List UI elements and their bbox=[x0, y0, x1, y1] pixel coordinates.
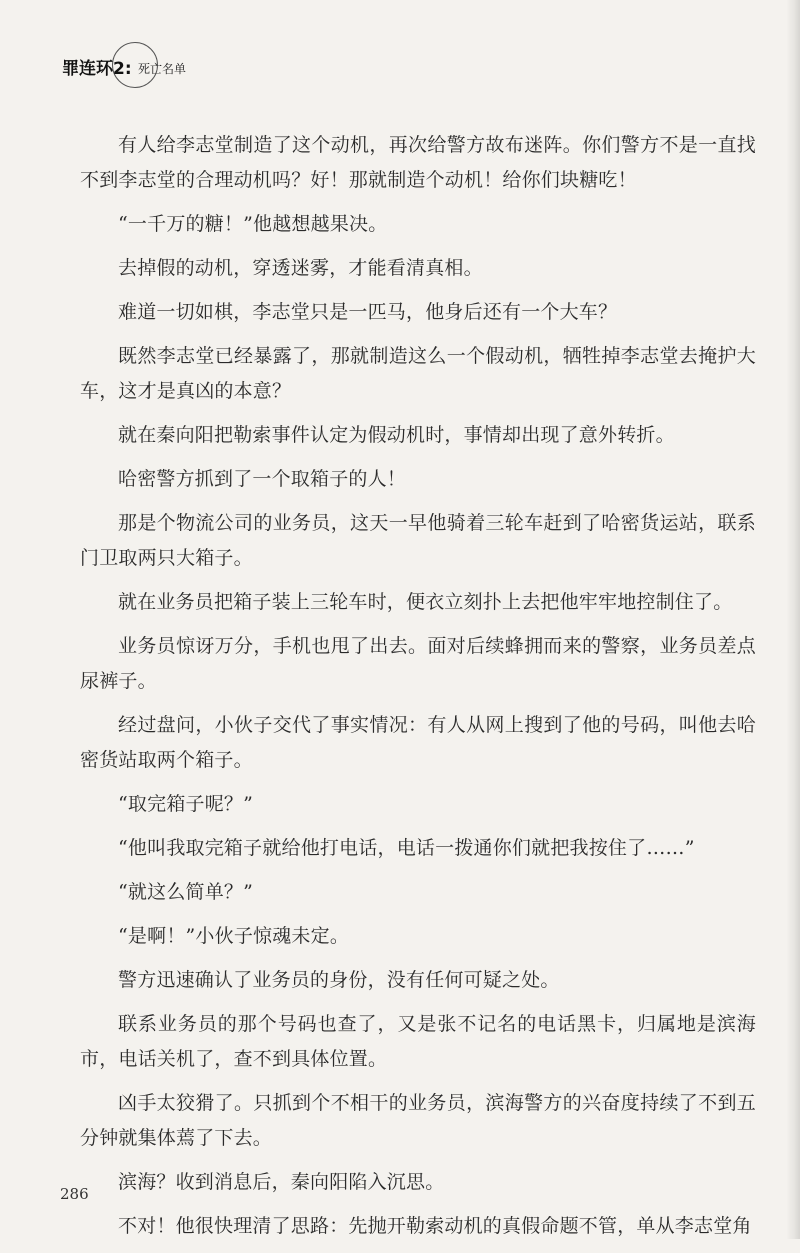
paragraph: 联系业务员的那个号码也查了，又是张不记名的电话黑卡，归属地是滨海市，电话关机了，查不到具体位置。 bbox=[80, 1013, 756, 1070]
paragraph: 滨海？收到消息后，秦向阳陷入沉思。 bbox=[118, 1171, 445, 1193]
page-number: 286 bbox=[60, 1185, 89, 1203]
page-edge-shadow bbox=[786, 0, 800, 1239]
paragraph: 业务员惊讶万分，手机也甩了出去。面对后续蜂拥而来的警察，业务员差点尿裤子。 bbox=[80, 635, 756, 692]
paragraph: 不对！他很快理清了思路：先抛开勒索动机的真假命题不管，单从李志堂角 bbox=[118, 1215, 752, 1237]
paragraph: 有人给李志堂制造了这个动机，再次给警方故布迷阵。你们警方不是一直找不到李志堂的合理动机吗？好！那就制造个动机！给你们块糖吃！ bbox=[80, 134, 756, 191]
paragraph: 警方迅速确认了业务员的身份，没有任何可疑之处。 bbox=[118, 969, 560, 991]
body-text bbox=[80, 128, 756, 1253]
paragraph: “他叫我取完箱子就给他打电话，电话一拨通你们就把我按住了……” bbox=[118, 837, 695, 859]
paragraph: 就在秦向阳把勒索事件认定为假动机时，事情却出现了意外转折。 bbox=[118, 424, 675, 446]
paragraph: “就这么简单？” bbox=[118, 881, 254, 903]
running-header bbox=[62, 40, 262, 90]
book-subtitle: 死亡名单 bbox=[138, 62, 187, 76]
paragraph: 既然李志堂已经暴露了，那就制造这么一个假动机，牺牲掉李志堂去掩护大车，这才是真凶的本意？ bbox=[80, 345, 756, 402]
paragraph: 哈密警方抓到了一个取箱子的人！ bbox=[118, 468, 407, 490]
paragraph: “一千万的糖！”他越想越果决。 bbox=[118, 213, 388, 235]
paragraph: 难道一切如棋，李志堂只是一匹马，他身后还有一个大车？ bbox=[118, 301, 618, 323]
paragraph: 就在业务员把箱子装上三轮车时，便衣立刻扑上去把他牢牢地控制住了。 bbox=[118, 591, 733, 613]
paragraph: “取完箱子呢？” bbox=[118, 793, 254, 815]
paragraph: 去掉假的动机，穿透迷雾，才能看清真相。 bbox=[118, 257, 483, 279]
paragraph: “是啊！”小伙子惊魂未定。 bbox=[118, 925, 350, 947]
paragraph: 那是个物流公司的业务员，这天一早他骑着三轮车赶到了哈密货运站，联系门卫取两只大箱子。 bbox=[80, 512, 756, 569]
paragraph: 经过盘问，小伙子交代了事实情况：有人从网上搜到了他的号码，叫他去哈密货站取两个箱子。 bbox=[80, 714, 756, 771]
paragraph: 凶手太狡猾了。只抓到个不相干的业务员，滨海警方的兴奋度持续了不到五分钟就集体蔫了下去。 bbox=[80, 1092, 756, 1149]
book-title: 罪连环2: bbox=[62, 59, 132, 79]
